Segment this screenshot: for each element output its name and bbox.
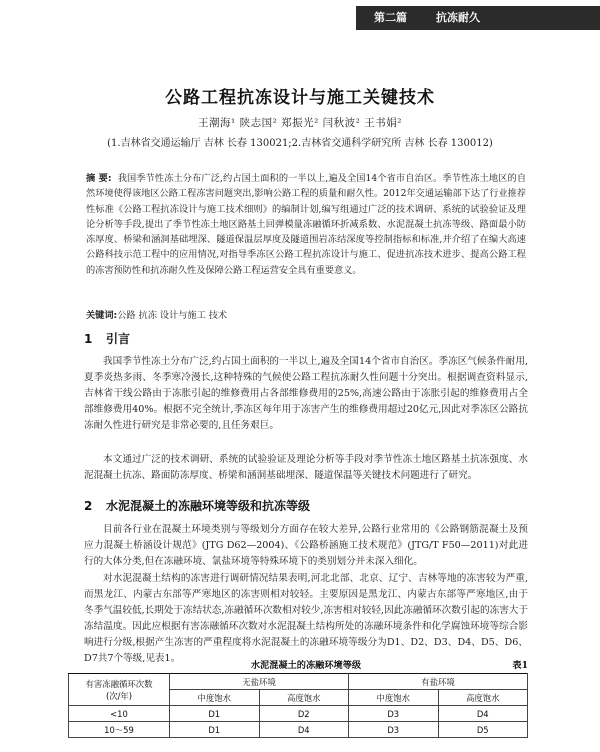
table-cell: D4 — [438, 706, 528, 722]
header-text: 有害冻融循环次数 — [85, 678, 153, 689]
section2-paragraph-2: 对水泥混凝土结构的冻害进行调研情况结果表明,河北北部、北京、辽宁、吉林等地的冻害较为严重,而黑龙江、内蒙古东部等严寒地区的冻害则相对较轻。主要原因是黑龙江、内蒙古东部等严寒地区,由于冬季气温较低,长期处于冻结状态,冻融循环次数相对较少,冻害相对较轻,因此冻融循环次数引起的冻害大于冻结温度。因此应根据有害冻融循环次数对水泥混凝土结构所处的冻融环境条件和化学腐蚀环境等综合影响进行分级,根据产生冻害的严重程度将水泥混凝土的冻融环境等级分为D1、D2、D3、D4、D5、D6、D7共7个等级,见表1。 — [84, 573, 528, 664]
header-topic: 抗冻耐久 — [436, 11, 480, 24]
table-header-cell: 高度饱水 — [259, 690, 349, 706]
table-number: 表1 — [512, 660, 528, 671]
abstract-label: 摘 要: — [86, 173, 112, 184]
freeze-thaw-table — [68, 673, 528, 738]
paper-title: 公路工程抗冻设计与施工关键技术 — [165, 88, 435, 108]
table-header-cell: 无盐环境 — [170, 674, 349, 690]
author-list: 王潮海¹ 陕志国² 郑振光² 闫秋波² 王书娟² — [198, 117, 402, 129]
section-title: 水泥混凝土的冻融环境等级和抗冻等级 — [106, 499, 311, 513]
header-unit: (次/年) — [105, 690, 133, 701]
keywords-text: 公路 抗冻 设计与施工 技术 — [117, 310, 228, 321]
table-cell: D1 — [170, 706, 260, 722]
table-cell: D3 — [349, 722, 439, 738]
table-header-cell: 高度饱水 — [438, 690, 528, 706]
table-header-cell: 中度饱水 — [349, 690, 439, 706]
table-header-cell: 有盐环境 — [349, 674, 528, 690]
table-row — [69, 706, 528, 722]
section2-paragraph-1: 目前各行业在混凝土环境类别与等级划分方面存在较大差异,公路行业常用的《公路钢筋混凝土及预应力混凝土桥涵设计规范》(JTG D62—2004)、《公路桥涵施工技术规范》(JTG/T F50—2011)对此进行的大体分类,但在冻融环境、氯盐环境等特殊环境下的类别划分并未深入细化。 — [84, 524, 528, 567]
table-cell: D3 — [349, 706, 439, 722]
abstract — [86, 171, 526, 278]
section1-paragraph-1: 我国季节性冻土分布广泛,约占国土面积的一半以上,遍及全国14个省市自治区。季冻区气候条件耐用,夏季炎热多雨、冬季寒冷漫长,这种特殊的气候使公路工程抗冻耐久性问题十分突出。根据调查资料显示,吉林省干线公路由于冻胀引起的维修费用占各部维修费用的25%,高速公路由于冻胀引起的维修费用占全部维修费用40%。根据不完全统计,季冻区每年用于冻害产生的维修费用超过20亿元,因此对季冻区公路抗冻耐久性进行研究是非常必要的,且任务艰巨。 — [84, 356, 528, 431]
section-number: 1 — [84, 332, 93, 346]
section-heading-2 — [84, 497, 310, 514]
header-section: 第二篇 — [374, 11, 407, 24]
table-cell: D5 — [438, 722, 528, 738]
table-cell: D1 — [170, 722, 260, 738]
section-title: 引言 — [106, 332, 131, 346]
running-header — [356, 6, 600, 30]
keywords — [86, 307, 526, 321]
section-heading-1 — [84, 330, 130, 347]
affiliations: (1.吉林省交通运输厅 吉林 长春 130021;2.吉林省交通科学研究所 吉林 长春 130012) — [107, 138, 493, 149]
table-cell: 10～59 — [69, 722, 170, 738]
table-header-cell: 中度饱水 — [170, 690, 260, 706]
table-cell: D4 — [259, 722, 349, 738]
section-number: 2 — [84, 499, 93, 513]
table-cell: D2 — [259, 706, 349, 722]
table-cell: <10 — [69, 706, 170, 722]
table-title: 水泥混凝土的冻融环境等级 — [250, 660, 362, 671]
abstract-text: 我国季节性冻土分布广泛,约占国土面积的一半以上,遍及全国14个省市自治区。季节性冻土地区的自然环境使得该地区公路工程冻害问题突出,影响公路工程的质量和耐久性。2012年交通运输部下达了行业推荐性标准《公路工程抗冻设计与施工技术细则》的编制计划,编写组通过广泛的技术调研、系统的试验验证及理论分析等手段,提出了季节性冻土地区路基土回弹模量冻融循环折减系数、水泥混凝土抗冻等级、路面最小防冻厚度、桥梁和涵洞基础埋深、隧道保温层厚度及隧道围岩冻结深度等控制指标和标准,并介绍了在编大高速公路科技示范工程中的应用情况,对指导季冻区公路工程抗冻设计与施工、促进抗冻技术进步、提高公路工程的冻害预防性和抗冻耐久性及保障公路工程运营安全具有重要意义。 — [86, 173, 527, 276]
table-row — [69, 722, 528, 738]
keywords-label: 关键词: — [86, 310, 118, 321]
table-header-row — [69, 674, 528, 690]
section1-paragraph-2: 本文通过广泛的技术调研、系统的试验验证及理论分析等手段对季节性冻土地区路基土抗冻强度、水泥混凝土抗冻、路面防冻厚度、桥梁和涵洞基础埋深、隧道保温等关键技术问题进行了研究。 — [84, 454, 528, 481]
table-caption — [84, 657, 528, 673]
table-header-cell — [69, 674, 170, 706]
